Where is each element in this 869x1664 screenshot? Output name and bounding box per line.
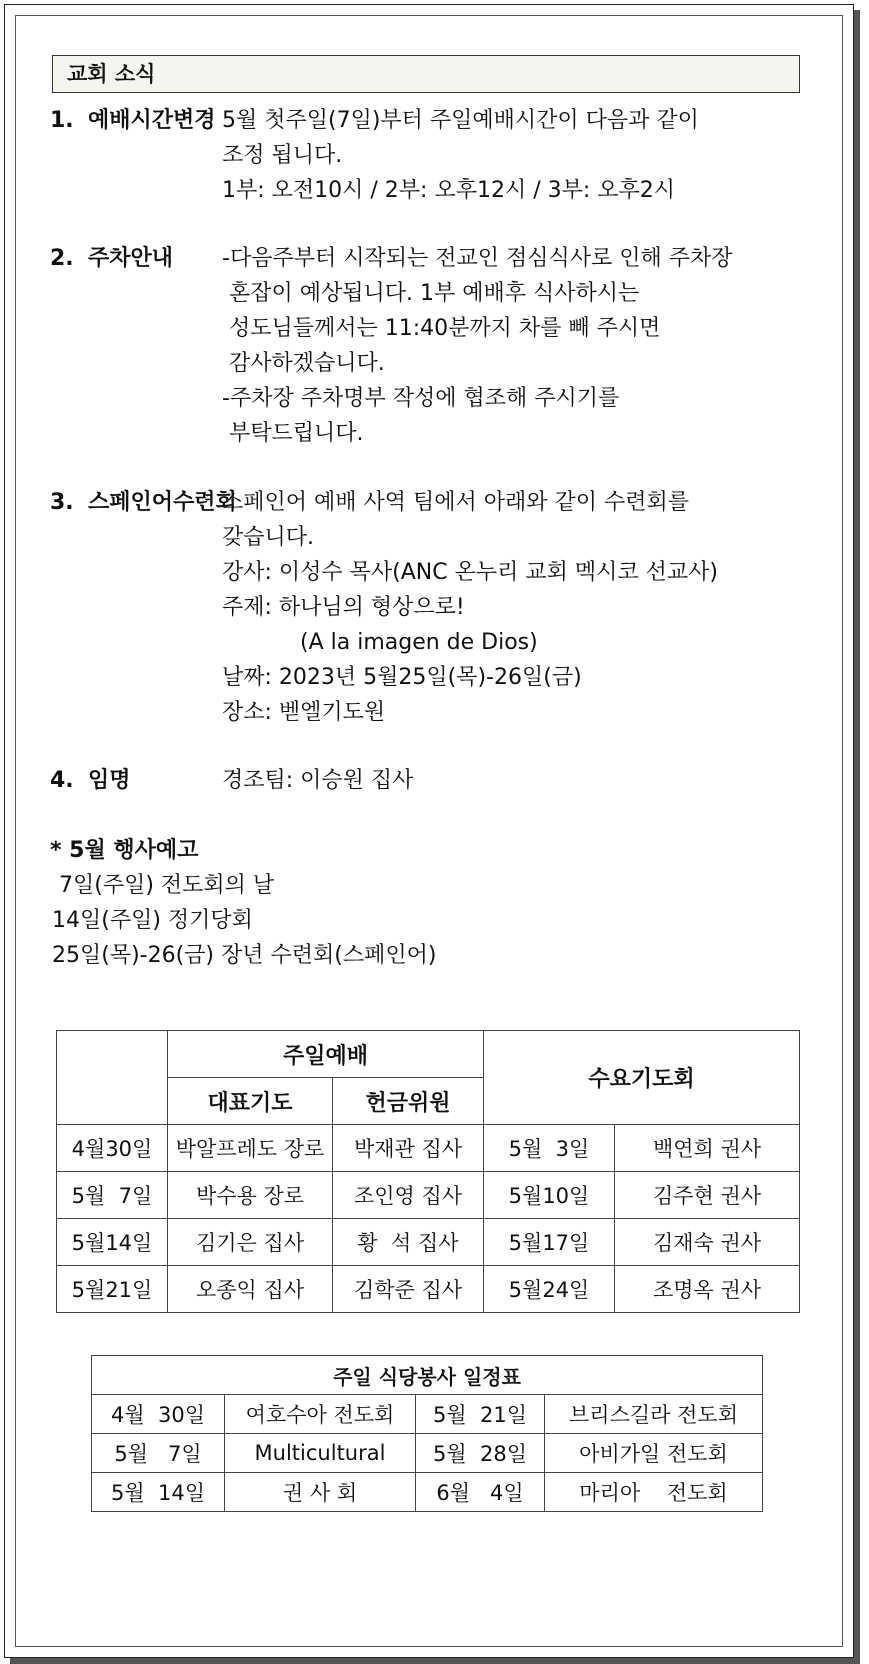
item-2-line-1: -다음주부터 시작되는 전교인 점심식사로 인해 주차장 bbox=[222, 246, 733, 271]
offering-header: 헌금위원 bbox=[333, 1078, 484, 1125]
item-3-line-2: 갖습니다. bbox=[222, 525, 315, 550]
date-cell: 6월 4일 bbox=[416, 1473, 545, 1512]
item-2-line-6: 부탁드립니다. bbox=[222, 421, 364, 446]
wednesday-leader-cell: 백연희 권사 bbox=[615, 1125, 800, 1172]
prayer-cell: 박수용 장로 bbox=[168, 1172, 333, 1219]
item-2-line-5: -주차장 주차명부 작성에 협조해 주시기를 bbox=[222, 386, 620, 411]
events-line-2: 14일(주일) 정기당회 bbox=[52, 908, 253, 933]
offering-cell: 박재관 집사 bbox=[333, 1125, 484, 1172]
item-1-line-3: 1부: 오전10시 / 2부: 오후12시 / 3부: 오후2시 bbox=[222, 178, 676, 203]
events-line-3: 25일(목)-26(금) 장년 수련회(스페인어) bbox=[52, 943, 437, 968]
item-3-line-3: 강사: 이성수 목사(ANC 온누리 교회 멕시코 선교사) bbox=[222, 560, 718, 585]
item-2-title: 주차안내 bbox=[88, 246, 174, 271]
item-4-title: 임명 bbox=[88, 768, 131, 793]
item-1-title: 예배시간변경 bbox=[88, 108, 216, 133]
group-cell: 마리아 전도회 bbox=[545, 1473, 763, 1512]
item-2-line-2: 혼잡이 예상됩니다. 1부 예배후 식사하시는 bbox=[222, 281, 640, 306]
table-row bbox=[57, 1125, 800, 1172]
date-cell: 4월 30일 bbox=[92, 1395, 225, 1434]
cafeteria-title-row bbox=[92, 1356, 763, 1395]
wednesday-date-cell: 5월24일 bbox=[484, 1266, 615, 1313]
item-1-number: 1. bbox=[50, 108, 74, 133]
sunday-service-header: 주일예배 bbox=[168, 1031, 484, 1078]
table-row bbox=[57, 1219, 800, 1266]
item-1-line-1: 5월 첫주일(7일)부터 주일예배시간이 다음과 같이 bbox=[222, 108, 699, 133]
wednesday-date-cell: 5월17일 bbox=[484, 1219, 615, 1266]
date-cell: 5월 28일 bbox=[416, 1434, 545, 1473]
group-cell: 브리스길라 전도회 bbox=[545, 1395, 763, 1434]
date-cell: 5월14일 bbox=[57, 1219, 168, 1266]
item-1-line-2: 조정 됩니다. bbox=[222, 143, 343, 168]
date-cell: 5월 14일 bbox=[92, 1473, 225, 1512]
events-title: * 5월 행사예고 bbox=[50, 838, 199, 863]
item-3-line-6: 날짜: 2023년 5월25일(목)-26일(금) bbox=[222, 665, 582, 690]
item-3-number: 3. bbox=[50, 490, 74, 515]
table-row bbox=[92, 1434, 763, 1473]
item-3-line-4: 주제: 하나님의 형상으로! bbox=[222, 595, 465, 620]
wednesday-leader-cell: 김재숙 권사 bbox=[615, 1219, 800, 1266]
wednesday-date-cell: 5월10일 bbox=[484, 1172, 615, 1219]
worship-schedule-table bbox=[56, 1030, 800, 1313]
wednesday-leader-cell: 김주현 권사 bbox=[615, 1172, 800, 1219]
cafeteria-service-table bbox=[91, 1355, 763, 1512]
table-row bbox=[92, 1395, 763, 1434]
empty-corner-cell bbox=[57, 1031, 168, 1125]
cafeteria-title: 주일 식당봉사 일정표 bbox=[92, 1356, 763, 1395]
date-cell: 5월21일 bbox=[57, 1266, 168, 1313]
events-line-1: 7일(주일) 전도회의 날 bbox=[52, 873, 275, 898]
item-3-line-1: 스페인어 예배 사역 팀에서 아래와 같이 수련회를 bbox=[222, 490, 690, 515]
wednesday-leader-cell: 조명옥 권사 bbox=[615, 1266, 800, 1313]
date-cell: 5월 21일 bbox=[416, 1395, 545, 1434]
offering-cell: 조인영 집사 bbox=[333, 1172, 484, 1219]
item-2-line-4: 감사하겠습니다. bbox=[222, 351, 385, 376]
group-cell: 아비가일 전도회 bbox=[545, 1434, 763, 1473]
item-3-line-5: (A la imagen de Dios) bbox=[300, 630, 538, 655]
item-4-line-1: 경조팀: 이승원 집사 bbox=[222, 768, 414, 793]
date-cell: 5월 7일 bbox=[92, 1434, 225, 1473]
offering-cell: 김학준 집사 bbox=[333, 1266, 484, 1313]
section-header: 교회 소식 bbox=[52, 55, 800, 93]
table-header-row bbox=[57, 1031, 800, 1078]
table-row bbox=[57, 1266, 800, 1313]
prayer-cell: 박알프레도 장로 bbox=[168, 1125, 333, 1172]
item-3-line-7: 장소: 벧엘기도원 bbox=[222, 700, 386, 725]
table-row bbox=[57, 1172, 800, 1219]
date-cell: 4월30일 bbox=[57, 1125, 168, 1172]
prayer-cell: 오종익 집사 bbox=[168, 1266, 333, 1313]
offering-cell: 황 석 집사 bbox=[333, 1219, 484, 1266]
prayer-cell: 김기은 집사 bbox=[168, 1219, 333, 1266]
table-row bbox=[92, 1473, 763, 1512]
wednesday-prayer-header: 수요기도회 bbox=[484, 1031, 800, 1125]
item-2-number: 2. bbox=[50, 246, 74, 271]
item-2-line-3: 성도님들께서는 11:40분까지 차를 빼 주시면 bbox=[222, 316, 661, 341]
item-4-number: 4. bbox=[50, 768, 74, 793]
item-3-title: 스페인어수련회 bbox=[88, 490, 237, 515]
group-cell: 여호수아 전도회 bbox=[225, 1395, 416, 1434]
group-cell: 권 사 회 bbox=[225, 1473, 416, 1512]
date-cell: 5월 7일 bbox=[57, 1172, 168, 1219]
wednesday-date-cell: 5월 3일 bbox=[484, 1125, 615, 1172]
prayer-leader-header: 대표기도 bbox=[168, 1078, 333, 1125]
group-cell: Multicultural bbox=[225, 1434, 416, 1473]
